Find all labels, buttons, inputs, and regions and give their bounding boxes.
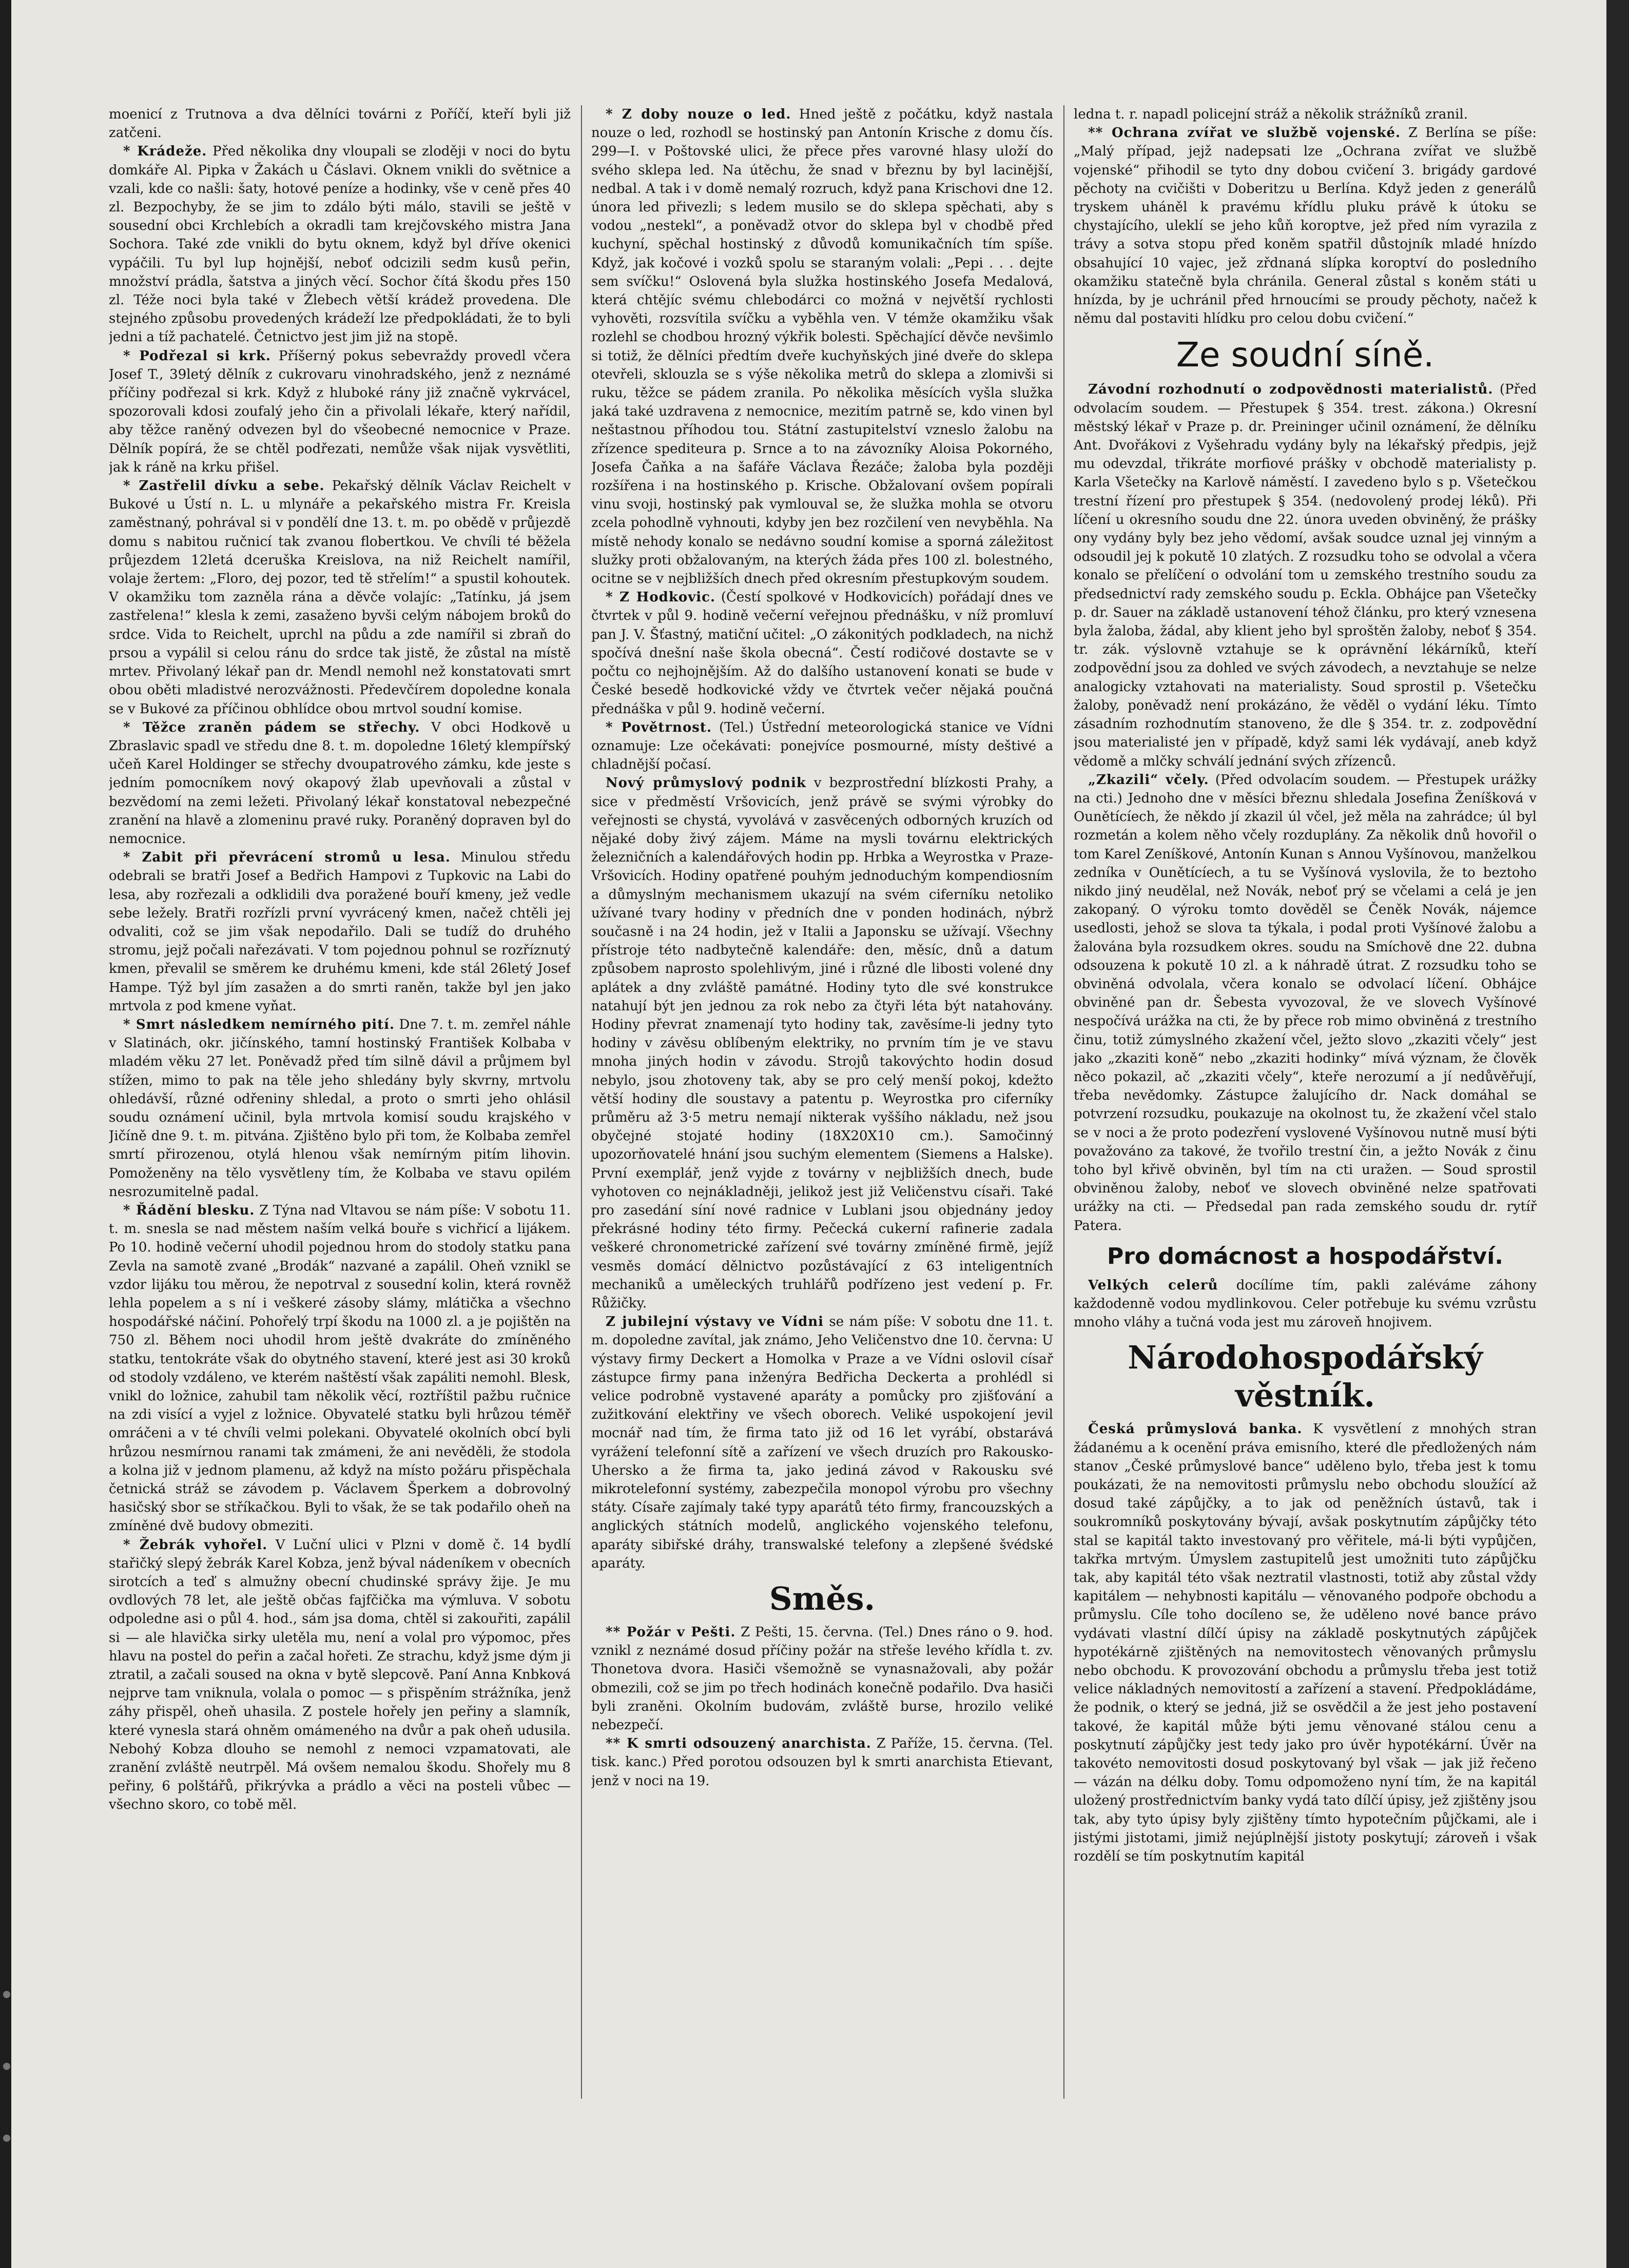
article-paragraph [591, 588, 1053, 718]
section-heading: Národohospodářský věstník. [1128, 1339, 1483, 1415]
article-headline: * Zastřelil dívku a sebe. [123, 478, 325, 494]
article-text: moenicí z Trutnova a dva dělníci továrni z Poříčí, kteří byli již zatčeni. [109, 107, 571, 141]
article-paragraph [591, 1313, 1053, 1573]
section-heading: Pro domácnost a hospodářství. [1107, 1243, 1503, 1269]
article-text: ledna t. r. napadl policejní stráž a několik strážníků zranil. [1074, 107, 1468, 122]
article-text: V obci Hodkově u Zbraslavic spadl ve středu dne 8. t. m. dopoledne 16letý klempířský učeň Karel Holdinger se střechy dvoupatrového zámku, kde jeste s jedním pomocníkem nový okapový žlab upevňovali a zůstal v bezvědomí na zemi ležeti. Přivolaný lékař konstatoval nebezpečné zranění na hlavě a zlomeninu pravé ruky. Poraněný dopraven byl do nemocnice. [109, 719, 571, 847]
newspaper-page [11, 0, 1606, 2268]
article-paragraph [109, 718, 571, 848]
column-divider [1063, 105, 1064, 2099]
article-paragraph [109, 347, 571, 477]
article-headline: * Smrt následkem nemírného pití. [123, 1016, 395, 1032]
article-paragraph [591, 718, 1053, 774]
article-headline: Nový průmyslový podnik [606, 775, 806, 791]
article-headline: * Řádění blesku. [123, 1202, 255, 1218]
column-1 [109, 105, 571, 2099]
article-text: docílíme tím, pakli zaléváme záhony každodenně vodou mydlinkovou. Celer potřebuje ku svému vzrůstu mnoho vláhy a tučná voda jest mu zároveň hnojivem. [1074, 1277, 1537, 1331]
article-text: (Před odvolacím soudem. — Přestupek § 354. trest. zákona.) Okresní městský lékař v Praze p. dr. Preininger učinil oznámení, že dělníku Ant. Dvořákovi z Vyšehradu vydány byly na lékařský předpis, jejž mu odevzdal, třikráte morfiové prášky v obchodě materialisty p. Karla Všetečky na Karlově náměstí. I zavedeno bylo s p. Všetečkou trestní řízení pro přestupek § 354. (nedovolený prodej léků). Při líčení u okresního soudu dne 22. února uveden obviněný, že prášky ony vydány byly bez jeho vědomí, avšak soudce uznal jej vinným a odsoudil jej k pokutě 10 zlatých. Z rozsudku toho se odvolal a včera konalo se přelíčení o odvolání tom u zemského trestního soudu za předsednictví rady zemského soudu p. Eckla. Obhájce pan Všetečky p. dr. Sauer na základě ustanovení téhož článku, pro který vznesena byla žaloba, žádal, aby klient jeho byl sproštěn žaloby, neboť § 354. tr. zák. výslovně vztahuje se k oprávnění lékárníků, kteří zodpovědní jsou za dohled ve svých závodech, a nevztahuje se nelze analogicky vztahovati na materialisty. Soud sprostil p. Všetečku žaloby, poněvadž není prokázáno, že věděl o vydání léku. Tímto zásadním rozhodnutím stanoveno, že dle § 354. tr. z. zodpovědní jsou materialisté jen v případě, když sami lék vydávají, aneb když vědomě a mlčky schválí jednání svých zřízenců. [1074, 382, 1537, 769]
article-text: Minulou středu odebrali se bratři Josef a Bedřich Hampovi z Tupkovic na Labi do lesa, aby rozřezali a odklidili dva poražené bouří kmeny, jež vedle sebe ležely. Bratři rozřízli první vyvrácený kmen, načež chtěli jej odvaliti, což se jim však nepodařilo. Dali se tudíž do druhého stromu, jejž počali nařezávati. V tom pojednou pohnul se rozříznutý kmen, převalil se směrem ke druhému kmeni, kde stál 26letý Josef Hampe. Týž byl jím zasažen a do smrti raněn, takže byl jen jako mrtvola z pod kmene vyňat. [109, 850, 571, 1014]
article-paragraph [109, 848, 571, 1015]
article-headline: * Těžce zraněn pádem se střechy. [123, 719, 420, 735]
article-headline: * Z Hodkovic. [606, 590, 716, 605]
article-headline: ** Ochrana zvířat ve službě vojenské. [1088, 125, 1401, 141]
article-headline: ** K smrti odsouzený anarchista. [606, 1736, 871, 1752]
scan-edge-right [1606, 0, 1629, 2268]
article-paragraph [591, 774, 1053, 1313]
article-text: Hned ještě z počátku, když nastala nouze o led, rozhodl se hostinský pan Antonín Krische z domu čís. 299—I. v Poštovské ulici, že přece přes varovné hlasy uloží do svého sklepa led. Na útěchu, že snad v březnu by byl lacinější, nedbal. A tak i v domě nemalý rozruch, když pana Krischovi dne 12. února led přivezli; s ledem musilo se do sklepa spěchati, aby s vodou „nestekl“, a poněvadž otvor do sklepa byl v chodbě před kuchyní, spěchal hostinský z důvodů komunikačních tím spíše. Když, jak kočové i vozků spolu se staraným volali: „Pepi . . . dejte sem svíčku!“ Oslovená byla služka hostinského Josefa Medalová, která chtějíc svému chlebodárci co možná v největší rychlosti vyhověti, rozsvítila svíčku a vyběhla ven. V témže okamžiku však rozlehl se chodbou hrozný výkřik bolesti. Spěchající děvče nevšimlo si totiž, že dělníci předtím dveře kuchyňských jiné dveře do sklepa otevřeli, sklouzla se s výše několika metrů do sklepa a zlomivši si ruku, těžce se pádem zranila. Po několika měsících vyšla služka jaká také uzdravena z nemocnice, mezitím patrně se, kdo vinen byl neštastnou příhodou tou. Státní zastupitelství vzneslo žalobu na zřízence spediteura p. Srnce a to na závozníky Aloisa Pokorného, Josefa Čaňka a na šafáře Václava Řezáče; žaloba byla později rozšířena i na hostinského p. Krische. Obžalovaní ovšem popírali vinu svoji, hostinský pak vymlouval se, že služka mohla se otvoru zcela pohodlně vyhnouti, kdyby jen bez rozčilení ven nevyběhla. Na místě nehody konalo se nedávno soudní komise a sporná záležitost služky proti obžalovaným, na kterých žáda přes 100 zl. bolestného, ocitne se v nejbližších dnech před okresním přestupkovým soudem. [591, 107, 1053, 587]
article-text: (Čestí spolkové v Hodkovicích) pořádají dnes ve čtvrtek v půl 9. hodině večerní veřejnou přednášku, v níž promluví pan J. V. Šťastný, matiční učitel: „O zákonitých podkladech, na nichž spočívá dnešní naše škola obecná“. Čestí rodičové dostavte se v počtu co nejhojnějším. Až do dalšího ustanovení konati se bude v České besedě hodkovické vždy ve čtvrtek večer nějaká poučná přednáška v půl 9. hodině večerní. [591, 590, 1053, 717]
article-headline: Z jubilejní výstavy ve Vídni [606, 1314, 824, 1330]
article-paragraph [109, 1015, 571, 1201]
article-headline: „Zkazili“ včely. [1088, 772, 1209, 788]
article-paragraph [109, 477, 571, 718]
article-paragraph [109, 105, 571, 142]
article-paragraph [591, 1623, 1053, 1734]
article-headline: Česká průmyslová banka. [1088, 1421, 1303, 1437]
article-paragraph [1074, 771, 1537, 1235]
article-headline: * Podřezal si krk. [123, 348, 271, 364]
article-paragraph [109, 1536, 571, 1814]
article-headline: Závodní rozhodnutí o zodpovědnosti materialistů. [1088, 382, 1494, 398]
column-2 [591, 105, 1053, 2099]
article-text: V Luční ulici v Plzni v domě č. 14 bydlí stařičký slepý žebrák Karel Kobza, jenž býval nádeníkem v obecních sirotcích a teď s almužny obecní chudinské správy žije. Je mu ovdlových 78 let, ale ještě občas fajfčička ma výmluva. V sobotu odpoledne asi o půl 4. hod., sám jsa doma, chtěl si zakouřiti, zapálil si — ale hlavička sirky uletěla mu, není a volal pro výpomoc, přes hlavu na postel do peřin a začal hořeti. Ze strachu, když jsme dým ji ztratil, a začali soused na okna v bytě slepcově. Paní Anna Knbková nejprve tam vniknula, volala o pomoc — s přispěním strážníka, jenž záhy přispěl, oheň uhasila. Z postele hořely jen peřiny a slamník, které vynesla stará ohněm omámeného na dvůr a pak oheň udusila. Nebohý Kobza dlouho se nemohl z nemoci vzpamatovati, ale zranění zvláště neutrpěl. Má ovšem nemalou škodu. Shořely mu 8 peřiny, 6 polštářů, přikrývka a prádlo a věci na posteli vůbec — všechno skoro, co tobě měl. [109, 1537, 571, 1813]
article-text: Z Pešti, 15. června. (Tel.) Dnes ráno o 9. hod. vznikl z neznámé dosud příčiny požár na střeše levého křídla t. zv. Thonetova dvora. Hasiči všemožně se vynasnažovali, aby požár obmezili, což se jim po třech hodinách konečně podařilo. Dva hasiči byli zraněni. Okolním budovám, zvláště burse, hrozilo veliké nebezpečí. [591, 1625, 1053, 1733]
article-text: v bezprostřední blízkosti Prahy, a sice v předměstí Vršovicích, jenž právě se svými výrobky do veřejnosti se chystá, vyvolává v zasvěcených odborných kruzích od nějaké doby živý zájem. Máme na mysli továrnu elektrických železničních a kalendářových hodin pp. Hrbka a Weyrostka v Praze-Vršovicích. Hodiny opatřené pouhým jednoduchým kompendiosním a důmyslným mechanismem ukazují na svém ciferníku netoliko užívané tvary hodiny v předních dne v ponden hodinách, nýbrž současně i na 24 hodin, jež v Italii a Japonsku se užívají. Všechny přístroje této nadbytečně kalendáře: den, měsíc, dnů a datum způsobem naprosto spolehlivým, jiné i různé dle libosti volené dny aplátek a dny zvláště památné. Hodiny tyto dle své konstrukce natahují být jen jednou za rok nebo za čtyři léta být natahovány. Hodiny převrat znamenají tyto hodiny tak, zavěsíme-li jedny tyto hodiny v závěsu oblíbeným elektriky, no prvním tím je ve stavu mnoha jiných hodin v závodu. Strojů takovýchto hodin dosud nebylo, jsou zhotoveny tak, aby se pro celý menší pokoj, kdežto větší hodiny dle soustavy a patentu p. Weyrostka pro ciferníky průměru až 3·5 metru nemají nikterak vyššího nákladu, než jsou obyčejné stojaté hodiny (18X20X10 cm.). Samočinný upozorňovatelé hnání jsou suchým elementem (Siemens a Halske). První exemplář, jenž vyjde z továrny v nejbližších dnech, bude vyhotoven co nejnákladněji, jelikož jest již Veličenstvu císaři. Také pro zasedání síní nové radnice v Lublani jsou objednány jedoy překrásné hodiny této firmy. Pečecká cukerní rafinerie zadala veškeré chronometrické zařízení své továrny zmíněné firmě, jejíž vesměs domácí dělnictvo pozůstávající z 63 inteligentních mechaniků a uměleckých truhlářů podřízeno jest vedení p. Fr. Růžičky. [591, 775, 1053, 1311]
article-headline: * Zabit při převrácení stromů u lesa. [123, 850, 451, 866]
article-text: (Tel.) Ústřední meteorologická stanice ve Vídni oznamuje: Lze očekávati: ponejvíce posmourné, místy deštivé a chladnější počasí. [591, 719, 1053, 773]
article-text: Dne 7. t. m. zemřel náhle v Slatinách, okr. jičínského, tamní hostinský František Kolbaba v mladém věku 27 let. Poněvadž před tím silně dávil a průjmem byl stížen, mimo to pak na těle jeho shledány byly skvrny, mrtvolu ohledávší, různé odřeniny shledal, a proto o smrti jeho ohlásil soudu oznámení učinil, byla mrtvola komisí soudu krajského v Jičíně dne 9. t. m. pitvána. Zjištěno bylo při tom, že Kolbaba zemřel smrtí přirozenou, otylá hlenou však nemírným pitím lihovin. Pomoženěny na tělo vysvětleny tím, že Kolbaba ve stavu opilém nesrozumitelně padal. [109, 1016, 571, 1200]
article-headline: * Žebrák vyhořel. [123, 1537, 268, 1553]
column-divider [581, 105, 582, 2099]
article-text: se nám píše: V sobotu dne 11. t. m. dopoledne zavítal, jak známo, Jeho Veličenstvo dne 10. června: U výstavy firmy Deckert a Homolka v Praze a ve Vídni oslovil císař zástupce firmy pana inženýra Bedřicha Deckerta a prohlédl si velice podrobně vystavené aparáty a pomůcky pro zjišťování a zužitkování elektřiny ve všech oborech. Veliké uspokojení jevil mocnář nad tím, že firma tato již od 16 let vyrábí, obstarává vyrážení telefonní sítě a zařízení ve všech druzích pro Rakousko-Uhersko a že firma ta, jako jediná závod v Rakousku své mikrotelefonní systémy, zabezpečila monopol výrobu pro všechny státy. Císaře zajímaly také typy aparátů této firmy, francouzských a anglických státních modelů, anglického vojenského telefonu, aparáty sibiřské dráhy, transwalské telefony a zlepšené švédské aparáty. [591, 1314, 1053, 1571]
article-paragraph [1074, 1276, 1537, 1332]
article-paragraph [1074, 124, 1537, 328]
article-headline: * Z doby nouze o led. [606, 107, 791, 122]
article-paragraph [1074, 105, 1537, 124]
article-text: Z Týna nad Vltavou se nám píše: V sobotu 11. t. m. snesla se nad městem naším velká bouře s vichřicí a lijákem. Po 10. hodině večerní uhodil pojednou hrom do stodoly statku pana Zevla na samotě zvané „Brodák“ nazvané a zapálil. Oheň vznikl se vzdor lijáku tou měrou, že nepotrval z sousední kolin, která rovněž lehla popelem a s ní i veškeré zásoby slámy, mlátička a všechno hospodářské náčiní. Pohořelý trpí škodu na 1000 zl. a je pojištěn na 750 zl. Během noci uhodil hrom ještě dvakráte do zmíněného statku, tentokráte však do obytného stavení, které jest asi 30 kroků od stodoly vzdáleno, ve kterém naštěstí však zapáliti nemohl. Blesk, vnikl do ložnice, zahubil tam několik věcí, roztříštil pažbu ručnice na zdi visící a vyjel z ložnice. Obyvatelé statku byli hrůzou téměř omráčeni a v té chvíli velmi polekani. Obyvatelé okolních obcí byli hrůzou nesmírnou ranami tak zmámeni, že ani nevěděli, že stodola a kolna již v jednom plamenu, až když na místo požáru přispěchala četnická stráž se závodem p. Václavem Šperkem a dobrovolný hasičský sbor se stříkačkou. Byli to však, že se tak podařilo oheň na zmíněné dvě budovy obmeziti. [109, 1202, 571, 1534]
article-headline: * Krádeže. [123, 144, 207, 160]
article-text: (Před odvolacím soudem. — Přestupek urážky na cti.) Jednoho dne v měsíci březnu shledala Josefina Ženíšková v Ounětícíech, že někdo jí zkazil úl včel, jež měla na zahrádce; úl byl rozmetán a kolem něho včely rozduplány. Za několik dnů hovořil o tom Karel Zeníškové, Antonín Kunan s Annou Vyšínovou, manželkou zedníka v Ounětícíech, a tu se Vyšínová vyslovila, že to beztoho nikdo jiný neudělal, než Novák, neboť prý se včelami a celá je jen zakopaný. O výroku tomto dověděl se Čeněk Novák, nájemce usedlosti, jehož se slova ta týkala, i podal proti Vyšínové žalobu a žalována byla rozsudkem okres. soudu na Smíchově dne 22. dubna odsouzena k pokutě 10 zl. a k náhradě útrat. Z rozsudku toho se obviněná odvolala, včera konalo se odvolací líčení. Obhájce obviněné pan dr. Šebesta vyvozoval, že ve slovech Vyšínové nespočívá urážka na cti, že by přece rob mimo obviněná z trestního činu, totiž zúmyslného zkažení včel, ježto slovo „zkaziti včely“ jest jako „zkaziti koně“ nebo „zkaziti hodinky“ mívá význam, že člověk něco pokazil, ač „zkaziti včely“, kteře nerozumí a jí nedůvěřují, třeba nevědomky. Zástupce žalujícího dr. Nack domáhal se potvrzení rozsudku, poukazuje na okolnost tu, že zkažení včel stalo se v noci a že proto podezření vyslovené Vyšínovou nutně musí býti považováno za takové, že tvořilo trestní čin, a ježto Novák z činu toho byl křivě obviněn, byl tím na cti uražen. — Soud sprostil obviněnou žaloby, neboť ve slovech obviněné nelze spatřovati urážky na cti. — Předsedal pan rada zemského soudu dr. rytíř Patera. [1074, 772, 1537, 1234]
article-text: Z Paříže, 15. června. (Tel. tisk. kanc.) Před porotou odsouzen byl k smrti anarchista Etievant, jenž v noci na 19. [591, 1736, 1053, 1789]
article-paragraph [109, 1201, 571, 1536]
section-heading: Ze soudní síně. [1176, 335, 1434, 375]
article-paragraph [1074, 380, 1537, 770]
article-headline: Velkých celerů [1088, 1277, 1218, 1293]
article-text: K vysvětlení z mnohých stran žádanému a k ocenění práva emisního, které dle předložených nám stanov „České průmyslové bance“ uděleno bylo, třeba jest k tomu poukázati, že na nemovitosti průmyslu nebo obchodu sloužící až dosud také zápůjčky, a to jak od peněžních ústavů, tak i soukromníků poskytovány bývají, avšak poskytnutím zápůjčky této stal se kapitál takto investovaný pro věřitele, má-li býti vypůjčen, takřka mrtvým. Úmyslem zastupitelů jest umožniti tuto zápůjčku tak, aby kapitál této však neztratil vlastnosti, totiž aby zůstal vždy kapitálem — nehybnosti kapitálu — věnovaného podpoře obchodu a průmyslu. Cíle toho docíleno se, že uděleno nové bance právo vydávati vlastní dílčí úpisy na základě poskytnutých zápůjček hypotékárně zjištěných na nemovitostech věnovaných průmyslu nebo obchodu. K provozování obchodu a průmyslu třeba jest totiž velice nákladných nemovitostí a zařízení a stavení. Předpokládáme, že podnik, o který se jedná, již se osvědčil a že jest jeho postavení takové, že kapitál může býti jemu věnované stálou cenu a poskytnutí zápůjčky jest tedy jako pro úvěr hypotékární. Úvěr na takovéto nemovitosti dosud poskytovaný byl však — jak již řečeno — vázán na délku doby. Tomu odpomoženo nyní tím, že na kapitál uložený prostřednictvím banky vydá tato dílčí úpisy, jež zjištěny jsou tak, aby tyto úpisy byly zjištěny tímto hypotečním půjčkami, ale i jistými jistotami, jimiž nejúplnější jistoty poskytují; zároveň i však rozdělí se tím poskytnutím kapitál [1074, 1421, 1537, 1865]
article-paragraph [109, 142, 571, 346]
article-headline: ** Požár v Pešti. [606, 1625, 736, 1640]
column-3 [1074, 105, 1537, 2099]
article-paragraph [591, 105, 1053, 588]
article-text: Pekařský dělník Václav Reichelt v Bukové u Ústí n. L. u mlynáře a pekařského mistra Fr. Kreisla zaměstnaný, pohrával si v pondělí dne 13. t. m. po obědě v průjezdě domu s nabitou ručnicí tak zvanou flobertkou. Ve chvíli té běžela průjezdem 12letá dceruška Kreislova, na niž Reichelt namířil, volaje žertem: „Floro, dej pozor, ted tě střelím!“ a spustil kohoutek. V okamžiku tom zazněla rána a děvče volajíc: „Tatínku, já jsem zastřelena!“ klesla k zemi, zasaženo byvši celým nábojem broků do srdce. Vida to Reichelt, uprchl na půdu a zde namířil si zbraň do prsou a vypálil si celou ránu do srdce tak jistě, že zůstal na místě mrtev. Přivolaný lékař pan dr. Mendl nemohl než konstatovati smrt obou oběti mladistvé nerozvážnosti. Předevčírem dopoledne konala se v Bukové za příčinou obhlídce obou mrtvol soudní komise. [109, 478, 571, 717]
scan-edge-left [0, 0, 11, 2268]
section-heading: Směs. [769, 1580, 876, 1618]
article-paragraph [1074, 1420, 1537, 1866]
article-text: Z Berlína se píše: „Malý případ, jejž nadepsati lze „Ochrana zvířat ve službě vojenské“ přihodil se tyto dny dobou cvičení 3. brigády gardové pěchoty na cvičišti v Doberitzu u Berlína. Když jeden z generálů tryskem uháněl k pravému křídlu pluku právě k útoku se chystajícího, uleklí se jeho kůň koroptve, jež před ním vyrazila z trávy a sotva stopu před koněm spatřil důstojník mladé hnízdo obsahující 10 vajec, jež zřdnaná slípka koroptví do posledního okamžiku statečně byla chránila. General zůstal s koněm státi u hnízda, by je uchránil před hrnoucími se proudy pěchoty, načež k němu dal postaviti hlídku pro celou dobu cvičení.“ [1074, 125, 1537, 327]
article-headline: * Povětrnost. [606, 719, 712, 735]
article-paragraph [591, 1734, 1053, 1790]
article-text: Příšerný pokus sebevraždy provedl včera Josef T., 39letý dělník z cukrovaru vinohradského, jenž z neznámé příčiny podřezal si krk. Když z hluboké rány již značně vykrvácel, spozorovali kdosi zoufalý jeho čin a přivolali lékaře, který nařídil, aby těžce raněný odvezen byl do všeobecné nemocnice v Praze. Dělník popírá, že se chtěl podřezati, nemůže však nijak vysvětliti, jak k ráně na krku přišel. [109, 348, 571, 475]
article-text: Před několika dny vloupali se zloději v noci do bytu domkáře Al. Pipka v Žakách u Čáslavi. Oknem vnikli do světnice a vzali, kde co našli: šaty, hotové peníze a hodinky, vše v ceně přes 40 zl. Bezpochyby, že se jim to zdálo býti málo, stavili se ještě v sousední obci Krchlebích a okradli tam krejčovského mistra Jana Sochora. Také zde vnikli do bytu oknem, když byl dříve okenici vypáčili. Tu byl lup hojnější, neboť odcizili sedm kusů peřin, množství prádla, šatstva a jiných věcí. Sochor čítá škodu přes 150 zl. Téže noci byla také v Žlebech větší krádež provedena. Dle stejného způsobu provedených krádeží lze předpokládati, že to byli jedni a tíž pachatelé. Četnictvo jest jim již na stopě. [109, 144, 571, 345]
